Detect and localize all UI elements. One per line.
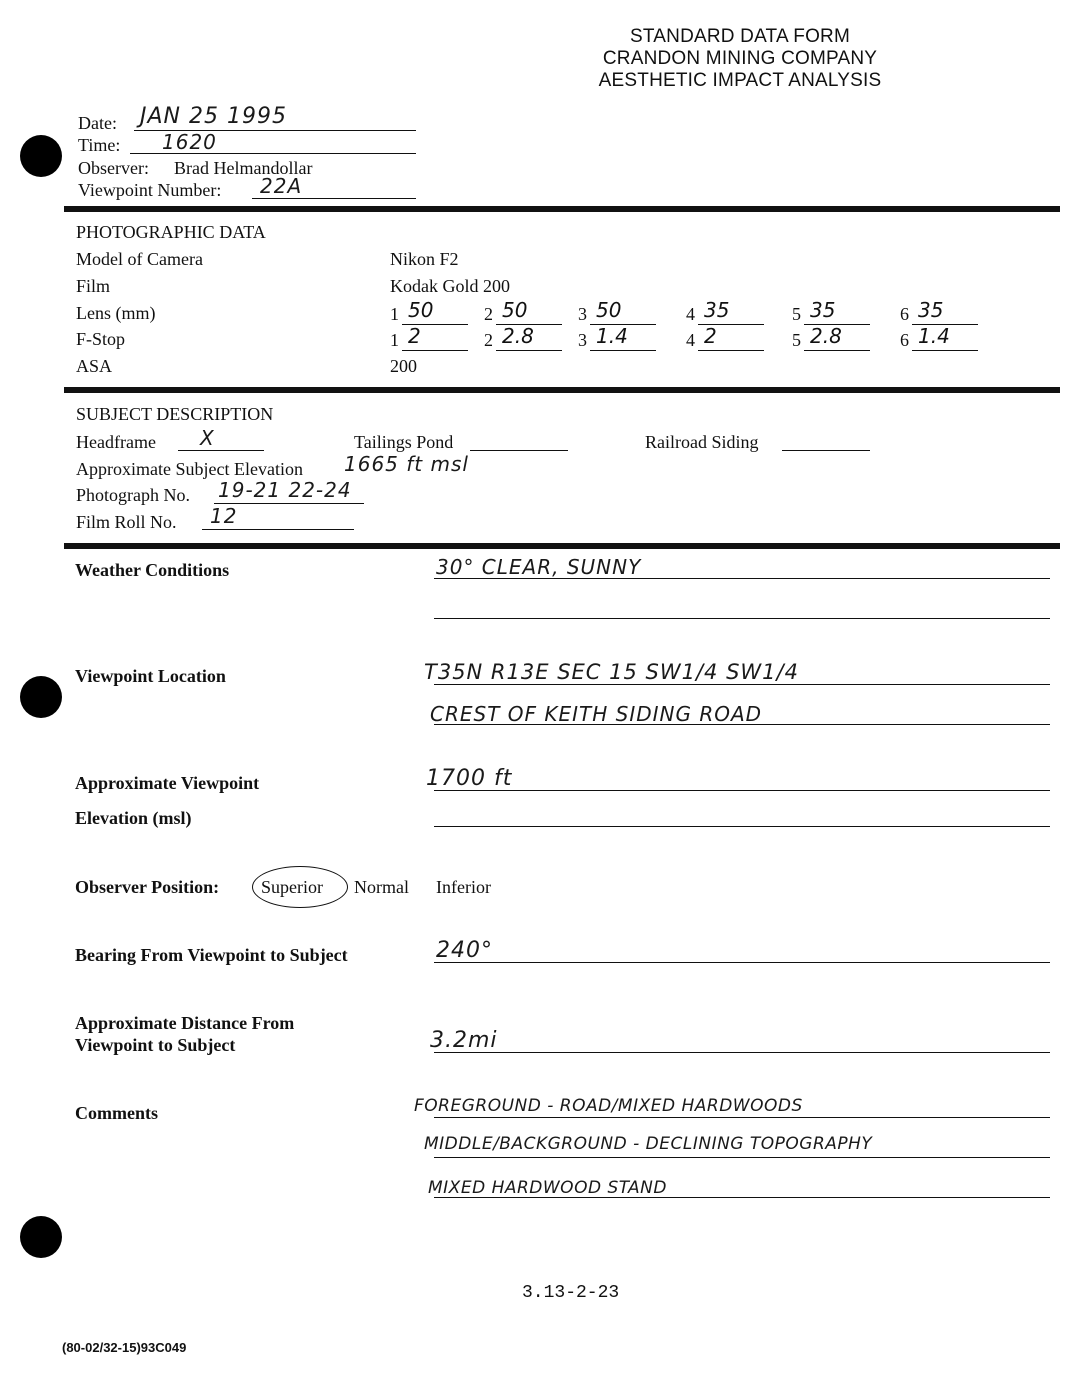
fstop-index: 2 <box>484 330 493 350</box>
film-roll-label: Film Roll No. <box>76 512 177 532</box>
punch-hole-top <box>20 135 62 177</box>
asa-value[interactable]: 200 <box>390 356 417 376</box>
form-header <box>560 26 920 92</box>
bearing-label: Bearing From Viewpoint to Subject <box>75 945 348 965</box>
viewpoint-number-label: Viewpoint Number: <box>78 180 222 200</box>
bearing-value[interactable]: 240° <box>436 938 493 963</box>
fstop-index: 4 <box>686 330 695 350</box>
observer-label: Observer: <box>78 158 149 178</box>
viewpoint-number-underline <box>252 198 416 199</box>
comments-line3[interactable]: MIXED HARDWOOD STAND <box>428 1178 667 1198</box>
lens-value: 50 <box>502 298 528 322</box>
fstop-underline <box>590 350 656 351</box>
tailings-pond-label: Tailings Pond <box>354 432 454 452</box>
viewpoint-elevation-label-line1: Approximate Viewpoint <box>75 773 260 793</box>
headframe-mark[interactable]: X <box>200 426 215 450</box>
section-divider-2 <box>64 387 1060 393</box>
lens-index: 6 <box>900 304 909 324</box>
headframe-label: Headframe <box>76 432 156 452</box>
comments-label: Comments <box>75 1103 158 1123</box>
lens-label: Lens (mm) <box>76 303 156 323</box>
position-option-superior[interactable]: Superior <box>261 877 323 897</box>
viewpoint-location-underline-2 <box>434 724 1050 725</box>
distance-value[interactable]: 3.2mi <box>430 1028 498 1053</box>
lens-value: 50 <box>408 298 434 322</box>
lens-value: 35 <box>918 298 944 322</box>
punch-hole-bottom <box>20 1216 62 1258</box>
distance-label-line1: Approximate Distance From <box>75 1013 295 1033</box>
lens-value: 35 <box>810 298 836 322</box>
observer-position-label: Observer Position: <box>75 877 220 897</box>
viewpoint-elevation-value[interactable]: 1700 ft <box>426 766 513 791</box>
subject-elevation-value[interactable]: 1665 ft msl <box>344 452 469 476</box>
fstop-underline <box>912 350 978 351</box>
photo-section-title: PHOTOGRAPHIC DATA <box>76 222 266 242</box>
distance-underline <box>434 1052 1050 1053</box>
header-analysis: AESTHETIC IMPACT ANALYSIS <box>598 70 882 91</box>
weather-label: Weather Conditions <box>75 560 230 580</box>
header-company: CRANDON MINING COMPANY <box>602 48 878 69</box>
fstop-index: 5 <box>792 330 801 350</box>
distance-label-line2: Viewpoint to Subject <box>75 1035 236 1055</box>
viewpoint-elevation-label-line2: Elevation (msl) <box>75 808 192 828</box>
position-option-inferior[interactable]: Inferior <box>436 877 491 897</box>
railroad-siding-underline[interactable] <box>782 450 870 451</box>
headframe-underline <box>178 450 264 451</box>
fstop-index: 1 <box>390 330 399 350</box>
subject-elevation-label: Approximate Subject Elevation <box>76 459 303 479</box>
fstop-value: 2.8 <box>810 324 842 348</box>
comments-underline-2 <box>434 1157 1050 1158</box>
fstop-value: 1.4 <box>596 324 628 348</box>
fstop-value: 2.8 <box>502 324 534 348</box>
fstop-value: 2 <box>704 324 717 348</box>
film-value[interactable]: Kodak Gold 200 <box>390 276 510 296</box>
lens-index: 4 <box>686 304 695 324</box>
asa-label: ASA <box>76 356 113 376</box>
weather-value[interactable]: 30° CLEAR, SUNNY <box>436 555 642 579</box>
lens-index: 1 <box>390 304 399 324</box>
fstop-label: F-Stop <box>76 329 126 349</box>
film-label: Film <box>76 276 111 296</box>
time-value[interactable]: 1620 <box>162 130 217 154</box>
document-code: (80-02/32-15)93C049 <box>62 1340 187 1355</box>
position-option-normal[interactable]: Normal <box>354 877 409 897</box>
fstop-value: 1.4 <box>918 324 950 348</box>
position-option-normal-clip <box>354 877 417 898</box>
viewpoint-location-line1[interactable]: T35N R13E SEC 15 SW1/4 SW1/4 <box>424 660 799 684</box>
film-roll-underline <box>202 529 354 530</box>
comments-line2[interactable]: MIDDLE/BACKGROUND - DECLINING TOPOGRAPHY <box>424 1134 873 1154</box>
fstop-underline <box>496 350 562 351</box>
punch-hole-middle <box>20 676 62 718</box>
lens-value: 35 <box>704 298 730 322</box>
comments-line1[interactable]: FOREGROUND - ROAD/MIXED HARDWOODS <box>414 1096 803 1116</box>
comments-underline-3 <box>434 1197 1050 1198</box>
viewpoint-location-underline-1 <box>434 684 1050 685</box>
lens-index: 5 <box>792 304 801 324</box>
bearing-underline <box>434 962 1050 963</box>
viewpoint-elevation-underline-1 <box>434 790 1050 791</box>
weather-underline-1 <box>434 578 1050 579</box>
header-title: STANDARD DATA FORM <box>630 26 850 47</box>
fstop-index: 3 <box>578 330 587 350</box>
camera-value[interactable]: Nikon F2 <box>390 249 459 269</box>
photograph-number-label: Photograph No. <box>76 485 190 505</box>
lens-value: 50 <box>596 298 622 322</box>
fstop-underline <box>402 350 468 351</box>
subject-section-title: SUBJECT DESCRIPTION <box>76 404 274 424</box>
section-divider-1 <box>64 206 1060 212</box>
viewpoint-location-label: Viewpoint Location <box>75 666 226 686</box>
lens-index: 3 <box>578 304 587 324</box>
fstop-underline <box>804 350 870 351</box>
weather-underline-2[interactable] <box>434 618 1050 619</box>
observer-value[interactable]: Brad Helmandollar <box>174 158 313 178</box>
comments-underline-1 <box>434 1117 1050 1118</box>
camera-label: Model of Camera <box>76 249 203 269</box>
page-number: 3.13-2-23 <box>522 1283 620 1303</box>
time-label: Time: <box>78 135 121 155</box>
viewpoint-elevation-underline-2[interactable] <box>434 826 1050 827</box>
section-divider-3 <box>64 543 1060 549</box>
fstop-index: 6 <box>900 330 909 350</box>
viewpoint-number-value[interactable]: 22A <box>260 174 303 198</box>
viewpoint-location-line2[interactable]: CREST OF KEITH SIDING ROAD <box>430 702 763 726</box>
railroad-siding-label: Railroad Siding <box>645 432 759 452</box>
tailings-pond-underline[interactable] <box>470 450 568 451</box>
lens-index: 2 <box>484 304 493 324</box>
photograph-number-value[interactable]: 19-21 22-24 <box>218 478 352 502</box>
fstop-value: 2 <box>408 324 421 348</box>
date-label: Date: <box>78 113 117 133</box>
film-roll-value[interactable]: 12 <box>210 504 238 528</box>
fstop-underline <box>698 350 764 351</box>
date-value[interactable]: JAN 25 1995 <box>140 104 287 129</box>
